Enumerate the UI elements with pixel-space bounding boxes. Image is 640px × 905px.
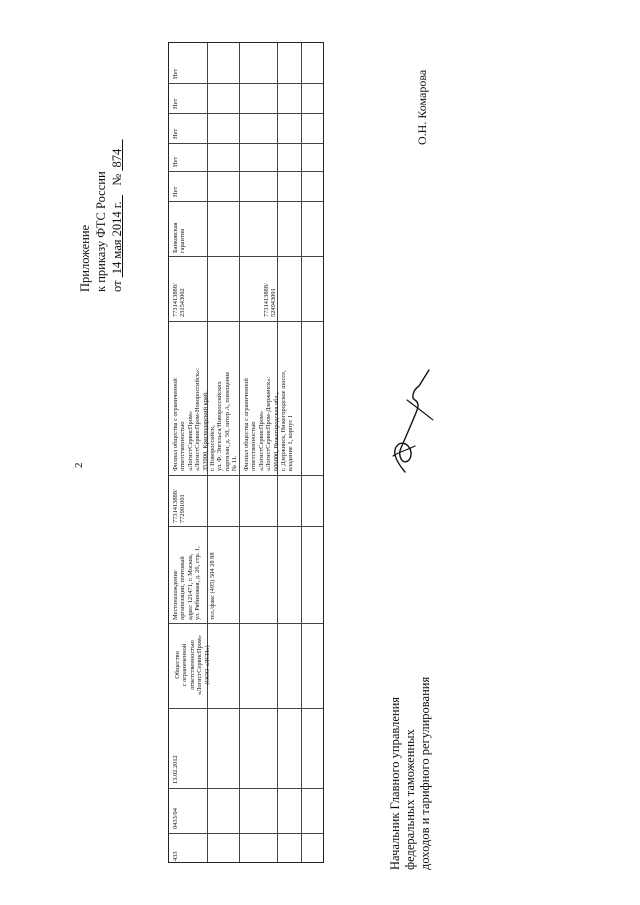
table-rule — [169, 526, 323, 527]
cell-date: 13.02.2012 — [172, 755, 179, 784]
cell-inn-kpp: 7731413888/ 772901001 — [172, 489, 187, 523]
number-prefix: № — [110, 173, 124, 186]
table-rule — [169, 788, 323, 789]
cell-branch-2-inn-kpp: 7731413888/ 524943001 — [263, 283, 278, 317]
year-suffix: г. — [110, 201, 124, 209]
table-rule — [169, 171, 323, 172]
table-rule — [169, 475, 323, 476]
date-month: мая — [110, 239, 124, 259]
appendix-order-line: к приказу ФТС России — [94, 171, 108, 292]
date-day: 14 — [110, 261, 124, 275]
cell-branch-2: Филиал общества с ограниченной ответственностью «ЛогистСервисПром» «ЛогистСервисПром-Дзержинск»: 606000, Нижегородская обл., г. Дзержинск, Нижегородское шоссе, владение 1, корпус 1 — [243, 370, 295, 471]
cell-flag-3: Нет — [172, 128, 179, 139]
date-year: 2014 — [110, 211, 124, 237]
table-rule — [169, 83, 323, 84]
order-date — [110, 195, 124, 277]
handwritten-signature — [385, 360, 440, 480]
cell-flag-1: Нет — [172, 186, 179, 197]
cell-flag-2: Нет — [172, 156, 179, 167]
table-rule — [169, 256, 323, 257]
table-rule — [169, 321, 323, 322]
cell-address: Местонахождение организации, почтовый адрес 121471, г. Москва, ул. Рябиновая, д. 26, стр. 1, тел./факс (495) 504 28 88 — [172, 546, 217, 620]
cell-flag-5: Нет — [172, 68, 179, 79]
signer-position: Начальник Главного управления федеральных таможенных доходов и тарифного регулирования — [388, 676, 432, 870]
table-rule — [301, 43, 302, 862]
table-rule — [169, 623, 323, 624]
page-number: 2 — [73, 462, 85, 468]
table-rule — [169, 143, 323, 144]
table-rule — [169, 113, 323, 114]
date-prefix: от — [110, 280, 124, 292]
order-number: 874 — [110, 148, 124, 168]
appendix-header — [77, 139, 125, 292]
cell-row-number: 433 — [172, 851, 179, 861]
table-rule — [169, 833, 323, 834]
table-rule — [169, 201, 323, 202]
registry-table — [168, 42, 324, 863]
cell-branch-1-inn-kpp: 7731413888/ 231543002 — [172, 283, 187, 317]
table-rule — [239, 43, 240, 862]
cell-flag-4: Нет — [172, 98, 179, 109]
signer-name: О.Н. Комарова — [415, 69, 429, 145]
cell-org-name: Общество с ограниченной ответственностью «ЛогистСервисПром» (ООО «ЛСП») — [174, 635, 211, 696]
appendix-date-line — [109, 139, 125, 292]
cell-reg-number: 0433/04 — [172, 808, 179, 829]
table-rule — [169, 708, 323, 709]
cell-guarantee: Банковская гарантия — [172, 222, 187, 253]
cell-branch-1: Филиал общества с ограниченной ответственностью «ЛогистСервисПром» «ЛогистСервисПром-Новороссийск»: 353900, Краснодарский край, г. Новороссийск, ул. Ф. Энгельса/Новороссийских партизан, д. 50, литер А, помещение № 11. — [172, 368, 239, 471]
appendix-title: Приложение — [78, 224, 92, 292]
